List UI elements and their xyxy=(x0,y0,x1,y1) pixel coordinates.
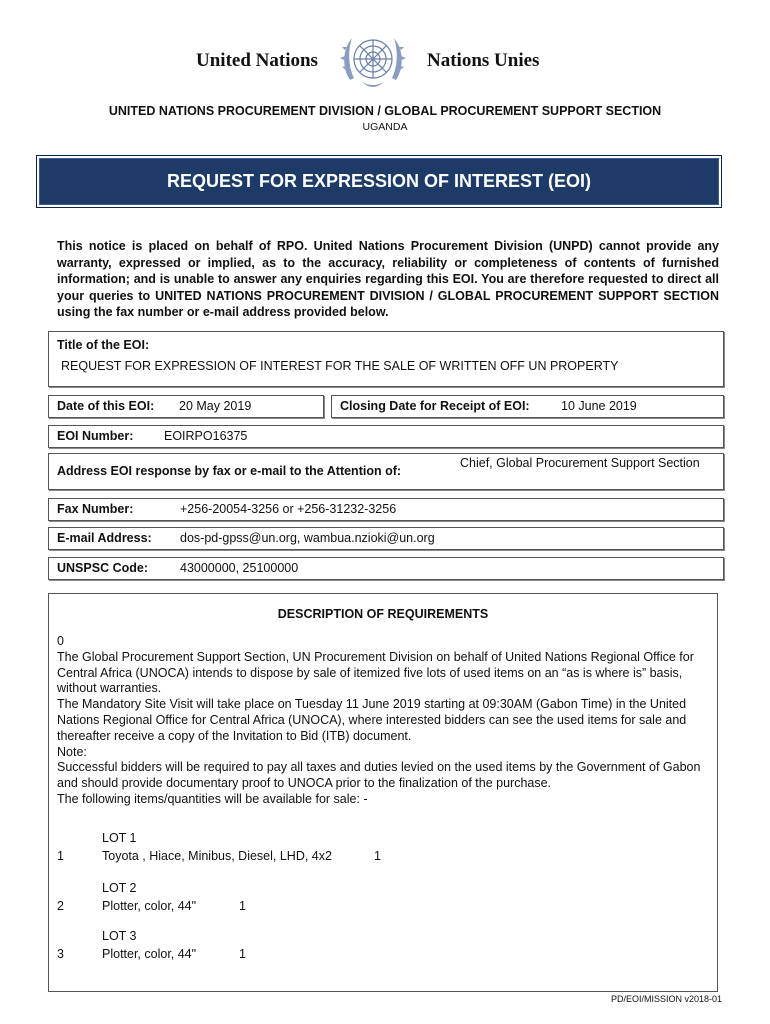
lot-item: Plotter, color, 44" xyxy=(102,947,197,961)
lot-item: Toyota , Hiace, Minibus, Diesel, LHD, 4x2 xyxy=(102,849,332,863)
org-name-french: Nations Unies xyxy=(427,50,540,71)
lot-quantity: 1 xyxy=(239,899,246,913)
fax-box xyxy=(48,498,724,521)
email-box xyxy=(48,527,724,550)
address-box xyxy=(48,453,724,490)
closing-date-label: Closing Date for Receipt of EOI: xyxy=(340,399,530,413)
address-value: Chief, Global Procurement Support Section xyxy=(460,456,700,470)
disclaimer-notice: This notice is placed on behalf of RPO. United Nations Procurement Division (UNPD) cannot provide any warranty, expressed or implied, as to the accuracy, reliability or completeness of contents of furnished information; and is unable to answer any enquiries regarding this EOI. You are therefore requested to direct all your queries to UNITED NATIONS PROCUREMENT DIVISION / GLOBAL PROCUREMENT SUPPORT SECTION using the fax number or e-mail address provided below. xyxy=(57,239,719,319)
lot-quantity: 1 xyxy=(239,947,246,961)
closing-date-box xyxy=(331,395,724,418)
address-label: Address EOI response by fax or e-mail to the Attention of: xyxy=(57,464,402,478)
eoi-title-label: Title of the EOI: xyxy=(57,338,150,352)
description-line: 0 xyxy=(57,634,64,648)
division-title: UNITED NATIONS PROCUREMENT DIVISION / GLOBAL PROCUREMENT SUPPORT SECTION xyxy=(108,104,662,118)
unspsc-box xyxy=(48,557,724,580)
lot-title: LOT 2 xyxy=(102,881,137,895)
description-line: The Global Procurement Support Section, UN Procurement Division on behalf of United Nations Regional Office for Central Africa (UNOCA) intends to dispose by sale of itemized five lots of used items on an “as is where is” basis, without warranties. xyxy=(57,649,694,696)
eoi-date-box xyxy=(48,395,324,418)
description-body xyxy=(57,634,713,808)
eoi-number-box xyxy=(48,425,724,448)
description-line: Successful bidders will be required to pay all taxes and duties levied on the used items by the Government of Gabon and should provide documentary proof to UNOCA prior to the finalization of the purchase. xyxy=(57,760,701,791)
eoi-title-value: REQUEST FOR EXPRESSION OF INTEREST FOR THE SALE OF WRITTEN OFF UN PROPERTY xyxy=(61,359,619,373)
description-line: The Mandatory Site Visit will take place on Tuesday 11 June 2019 starting at 09:30AM (Gabon Time) in the United Nations Regional Office for Central Africa (UNOCA), where interested bidders can see the used items for sale and thereafter receive a copy of the Invitation to Bid (ITB) document. xyxy=(57,697,687,743)
description-line: The following items/quantities will be available for sale: - xyxy=(57,791,368,806)
description-line: Note: xyxy=(57,744,87,759)
un-emblem-icon xyxy=(340,30,406,92)
fax-value: +256-20054-3256 or +256-31232-3256 xyxy=(180,502,397,516)
country-label: UGANDA xyxy=(362,121,408,133)
fax-label: Fax Number: xyxy=(57,502,134,516)
description-heading: DESCRIPTION OF REQUIREMENTS xyxy=(277,607,489,621)
eoi-date-label: Date of this EOI: xyxy=(57,399,155,413)
lot-title: LOT 3 xyxy=(102,929,137,943)
unspsc-value: 43000000, 25100000 xyxy=(180,561,299,575)
lot-number: 1 xyxy=(57,849,64,863)
eoi-number-value: EOIRPO16375 xyxy=(164,429,248,443)
lot-number: 3 xyxy=(57,947,64,961)
email-value[interactable]: dos-pd-gpss@un.org, wambua.nzioki@un.org xyxy=(180,531,435,545)
description-box xyxy=(48,593,718,992)
lot-number: 2 xyxy=(57,899,64,913)
lot-title: LOT 1 xyxy=(102,831,137,845)
email-label: E-mail Address: xyxy=(57,531,152,545)
lot-item: Plotter, color, 44" xyxy=(102,899,197,913)
eoi-title-box xyxy=(48,331,724,387)
eoi-banner xyxy=(36,155,722,208)
org-name-english: United Nations xyxy=(196,50,318,71)
banner-title: REQUEST FOR EXPRESSION OF INTEREST (EOI) xyxy=(166,171,592,191)
lot-quantity: 1 xyxy=(374,849,381,863)
form-version-footer: PD/EOI/MISSION v2018-01 xyxy=(610,994,722,1004)
closing-date-value: 10 June 2019 xyxy=(561,399,637,413)
eoi-number-label: EOI Number: xyxy=(57,429,134,443)
eoi-date-value: 20 May 2019 xyxy=(179,399,252,413)
unspsc-label: UNSPSC Code: xyxy=(57,561,148,575)
